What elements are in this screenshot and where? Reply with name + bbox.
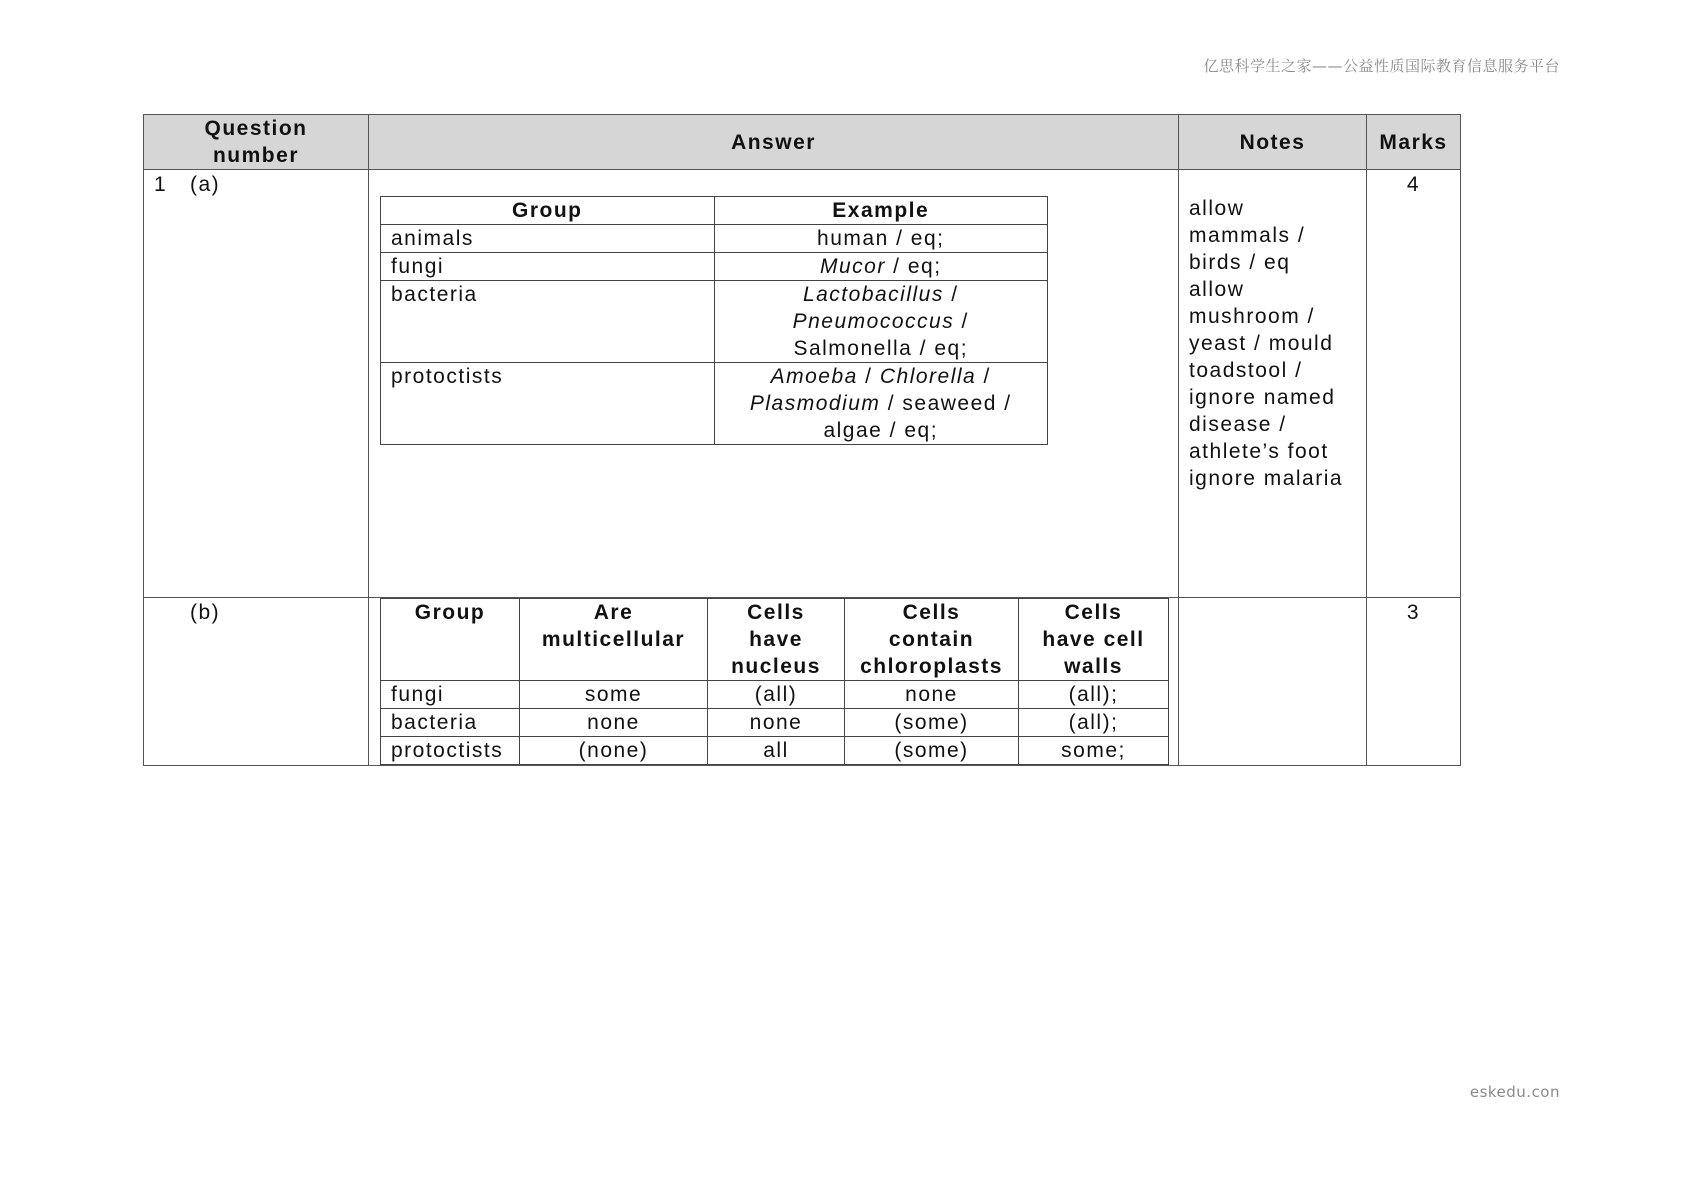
example-cell: human / eq; bbox=[714, 225, 1048, 253]
question-row-1a bbox=[144, 170, 1461, 598]
marks-value: 3 bbox=[1406, 601, 1421, 624]
header-line: nucleus bbox=[731, 655, 821, 678]
header-line: multicellular bbox=[541, 628, 686, 651]
notes-line: yeast / mould bbox=[1189, 332, 1334, 355]
group-example-header-row bbox=[381, 197, 1048, 225]
group-example-table bbox=[380, 196, 1048, 445]
notes-line: birds / eq bbox=[1189, 251, 1291, 274]
example-italic: Lactobacillus bbox=[802, 283, 944, 306]
cell-walls-cell: (all); bbox=[1019, 681, 1169, 709]
question-header-line2: number bbox=[212, 144, 299, 167]
header-line: Cells bbox=[902, 601, 961, 624]
example-cell bbox=[714, 253, 1048, 281]
example-italic: Plasmodium bbox=[749, 392, 881, 415]
example-italic: Pneumococcus bbox=[792, 310, 955, 333]
table-row bbox=[381, 709, 1169, 737]
answer-cell bbox=[369, 170, 1179, 598]
example-italic: Mucor bbox=[819, 255, 886, 278]
header-row bbox=[144, 115, 1461, 170]
mark-scheme-table bbox=[143, 114, 1461, 766]
nucleus-cell: all bbox=[708, 737, 845, 765]
table-row bbox=[381, 681, 1169, 709]
header-line: Cells bbox=[1064, 601, 1123, 624]
group-column-header: Group bbox=[381, 197, 715, 225]
example-italic: Chlorella bbox=[879, 365, 977, 388]
question-number-cell bbox=[144, 170, 369, 598]
multicellular-cell: none bbox=[520, 709, 708, 737]
notes-line: allow bbox=[1189, 197, 1245, 220]
header-line: Cells bbox=[747, 601, 805, 624]
question-number: 1 bbox=[154, 173, 168, 196]
notes-header: Notes bbox=[1179, 115, 1367, 170]
cell-properties-header-row bbox=[381, 599, 1169, 681]
notes-line: ignore named bbox=[1189, 386, 1336, 409]
group-cell: fungi bbox=[381, 681, 520, 709]
example-separator: / bbox=[954, 310, 969, 333]
question-part: (b) bbox=[190, 601, 221, 624]
notes-line: ignore malaria bbox=[1189, 467, 1344, 490]
nucleus-cell: none bbox=[708, 709, 845, 737]
marks-cell bbox=[1367, 170, 1461, 598]
header-line: Are bbox=[593, 601, 634, 624]
notes-text bbox=[1179, 170, 1366, 492]
group-cell: protoctists bbox=[381, 363, 715, 445]
header-line: walls bbox=[1064, 655, 1123, 678]
table-row bbox=[381, 737, 1169, 765]
question-part: (a) bbox=[190, 173, 221, 196]
answer-cell bbox=[369, 598, 1179, 766]
question-number-header bbox=[144, 115, 369, 170]
header-line: have cell bbox=[1042, 628, 1145, 651]
example-italic: Amoeba bbox=[770, 365, 858, 388]
group-cell: protoctists bbox=[381, 737, 520, 765]
header-line: contain bbox=[888, 628, 975, 651]
multicellular-column-header bbox=[520, 599, 708, 681]
group-column-header: Group bbox=[381, 599, 520, 681]
chloroplasts-cell: (some) bbox=[845, 737, 1019, 765]
table-row bbox=[381, 253, 1048, 281]
chloroplasts-cell: none bbox=[845, 681, 1019, 709]
question-row-1b bbox=[144, 598, 1461, 766]
example-cell bbox=[714, 281, 1048, 363]
marks-cell bbox=[1367, 598, 1461, 766]
example-separator: / bbox=[857, 365, 880, 388]
cell-walls-cell: (all); bbox=[1019, 709, 1169, 737]
example-rest: algae / eq; bbox=[823, 419, 939, 442]
notes-cell bbox=[1179, 598, 1367, 766]
footer-watermark: eskedu.con bbox=[1469, 1083, 1560, 1101]
multicellular-cell: some bbox=[520, 681, 708, 709]
table-row bbox=[381, 225, 1048, 253]
cell-walls-column-header bbox=[1019, 599, 1169, 681]
chloroplasts-cell: (some) bbox=[845, 709, 1019, 737]
example-column-header: Example bbox=[714, 197, 1048, 225]
nucleus-cell: (all) bbox=[708, 681, 845, 709]
notes-line: allow bbox=[1189, 278, 1245, 301]
question-number-cell bbox=[144, 598, 369, 766]
cell-properties-table bbox=[380, 598, 1169, 765]
marks-header: Marks bbox=[1367, 115, 1461, 170]
cell-walls-cell: some; bbox=[1019, 737, 1169, 765]
example-separator: / bbox=[943, 283, 959, 306]
notes-line: mushroom / bbox=[1189, 305, 1315, 328]
header-line: chloroplasts bbox=[860, 655, 1003, 678]
group-cell: fungi bbox=[381, 253, 715, 281]
header-line: have bbox=[749, 628, 803, 651]
notes-line: toadstool / bbox=[1189, 359, 1303, 382]
header-watermark: 亿思科学生之家——公益性质国际教育信息服务平台 bbox=[1203, 57, 1560, 75]
notes-line: mammals / bbox=[1189, 224, 1306, 247]
example-rest: Salmonella / eq; bbox=[793, 337, 969, 360]
example-separator: / bbox=[976, 365, 991, 388]
table-row bbox=[381, 363, 1048, 445]
group-cell: bacteria bbox=[381, 281, 715, 363]
answer-header: Answer bbox=[369, 115, 1179, 170]
chloroplasts-column-header bbox=[845, 599, 1019, 681]
example-rest: / eq; bbox=[885, 255, 942, 278]
notes-cell bbox=[1179, 170, 1367, 598]
group-cell: animals bbox=[381, 225, 715, 253]
example-cell bbox=[714, 363, 1048, 445]
table-row bbox=[381, 281, 1048, 363]
example-separator: / seaweed / bbox=[880, 392, 1012, 415]
notes-line: disease / bbox=[1189, 413, 1287, 436]
marks-value: 4 bbox=[1406, 173, 1421, 196]
group-cell: bacteria bbox=[381, 709, 520, 737]
question-header-line1: Question bbox=[204, 117, 308, 140]
multicellular-cell: (none) bbox=[520, 737, 708, 765]
nucleus-column-header bbox=[708, 599, 845, 681]
notes-line: athlete’s foot bbox=[1189, 440, 1329, 463]
